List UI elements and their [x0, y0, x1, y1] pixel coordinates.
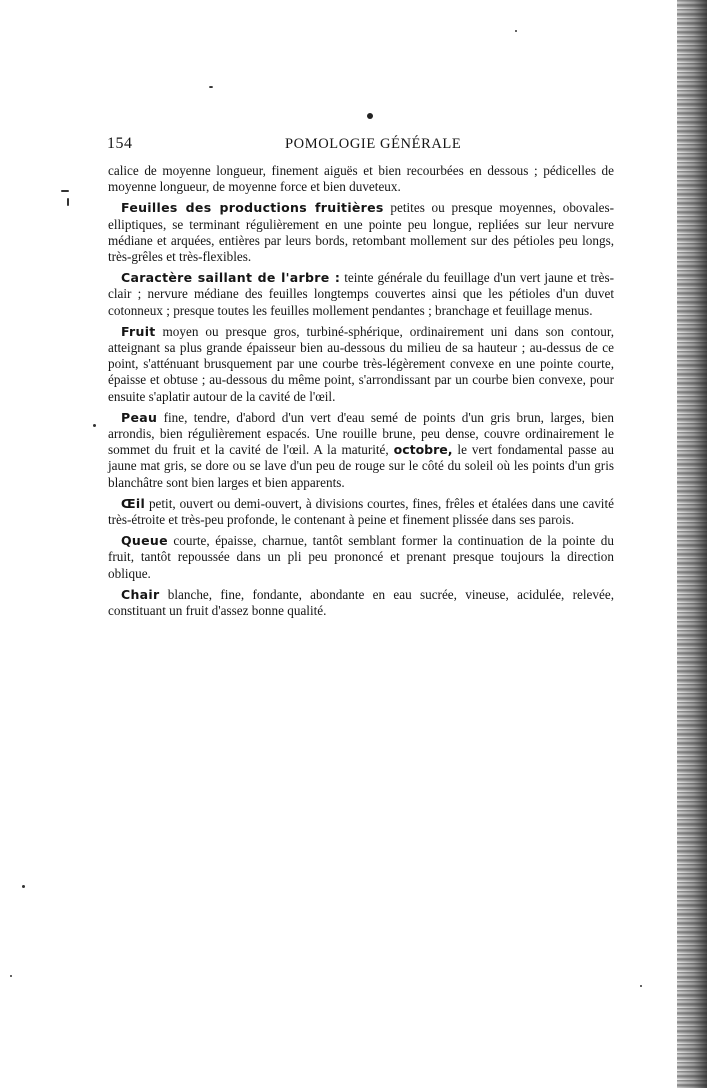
body-text: [108, 163, 614, 619]
paragraph-text: blanche, fine, fondante, abondante en eau sucrée, vineuse, acidulée, relevée, constituant un fruit d'assez bonne qualité.: [108, 586, 614, 619]
paragraph-fruit: [108, 324, 614, 405]
paragraph-heading: Fruit: [121, 323, 156, 339]
paragraph-text: fine, tendre, d'abord d'un vert d'eau semé de points d'un gris brun, larges, bien arrondis, bien régulièrement espacés. Une rouille brune, peu dense, couvre ordinairement le sommet du fruit et la cavité de l'œil. A la maturité,: [108, 409, 614, 458]
paragraph-text: calice de moyenne longueur, finement aiguës et bien recourbées en dessous ; pédicelles de moyenne longueur, de moyenne force et bien duveteux.: [108, 163, 614, 195]
paragraph-text: teinte générale du feuillage d'un vert jaune et très-clair ; nervure médiane des feuilles longtemps couvertes ainsi que les pétioles d'un duvet cotonneux ; presque toutes les feuilles mollement pendantes ; branchage et feuillage menus.: [108, 270, 614, 318]
paragraph-text: courte, épaisse, charnue, tantôt semblant former la continuation de la pointe du fruit, tantôt repoussée dans un pli peu prononcé et prenant presque toujours la direction oblique.: [108, 533, 614, 581]
scan-speck: [67, 198, 69, 206]
paragraph-oeil: [108, 496, 614, 528]
paragraph-chair: [108, 587, 614, 619]
paragraph-heading: Feuilles des productions fruitières: [121, 200, 384, 216]
paragraph-heading: Caractère saillant de l'arbre :: [121, 270, 341, 286]
paragraph-queue: [108, 533, 614, 582]
scan-speck: [10, 975, 12, 977]
page-header: [107, 135, 615, 157]
scan-speck: [515, 30, 517, 32]
paragraph-heading: Peau: [121, 409, 158, 425]
scan-speck: [22, 885, 25, 888]
paragraph-text: le vert fondamental passe au jaune mat gris, se dore ou se lave d'un peu de rouge sur le côté du soleil où les points d'un gris blanchâtre sont bien larges et bien apparents.: [108, 442, 614, 490]
paragraph-peau: [108, 410, 614, 491]
paragraph-text: petit, ouvert ou demi-ouvert, à divisions courtes, fines, frêles et étalées dans une cavité très-étroite et très-peu profonde, le contenant à peine et finement plissée dans ses parois.: [108, 495, 614, 528]
page-number: 154: [107, 135, 133, 152]
paragraph-calice: [108, 163, 614, 195]
paragraph-feuilles: [108, 200, 614, 265]
paragraph-heading: Œil: [121, 495, 146, 511]
running-head: POMOLOGIE GÉNÉRALE: [285, 136, 462, 152]
paragraph-heading: Chair: [121, 586, 160, 602]
scan-speck: [640, 985, 642, 987]
ink-mark: [367, 113, 373, 119]
paragraph-heading: Queue: [121, 533, 168, 549]
scan-speck: [209, 86, 213, 88]
scan-speck: [93, 424, 96, 427]
paragraph-text: moyen ou presque gros, turbiné-sphérique, ordinairement uni dans son contour, atteignant sa plus grande épaisseur bien au-dessous du milieu de sa hauteur ; au-dessus de ce point, s'atténuant brusquement par une courbe très-légèrement convexe en une pointe courte, épaisse et obtuse ; au-dessous du même point, s'arrondissant par un courbe bien convexe, pour ensuite s'aplatir autour de la cavité de l'œil.: [108, 323, 614, 404]
scan-speck: [61, 190, 69, 192]
ripening-month: octobre,: [393, 442, 453, 458]
paragraph-caractere: [108, 270, 614, 319]
scanned-page-edge: [677, 0, 707, 1088]
paragraph-text: petites ou presque moyennes, obovales-elliptiques, se terminant régulièrement en une pointe peu longue, repliées sur leur nervure médiane et arquées, entières par leurs bords, retombant mollement sur des pétioles peu longs, très-grêles et très-flexibles.: [108, 200, 614, 265]
